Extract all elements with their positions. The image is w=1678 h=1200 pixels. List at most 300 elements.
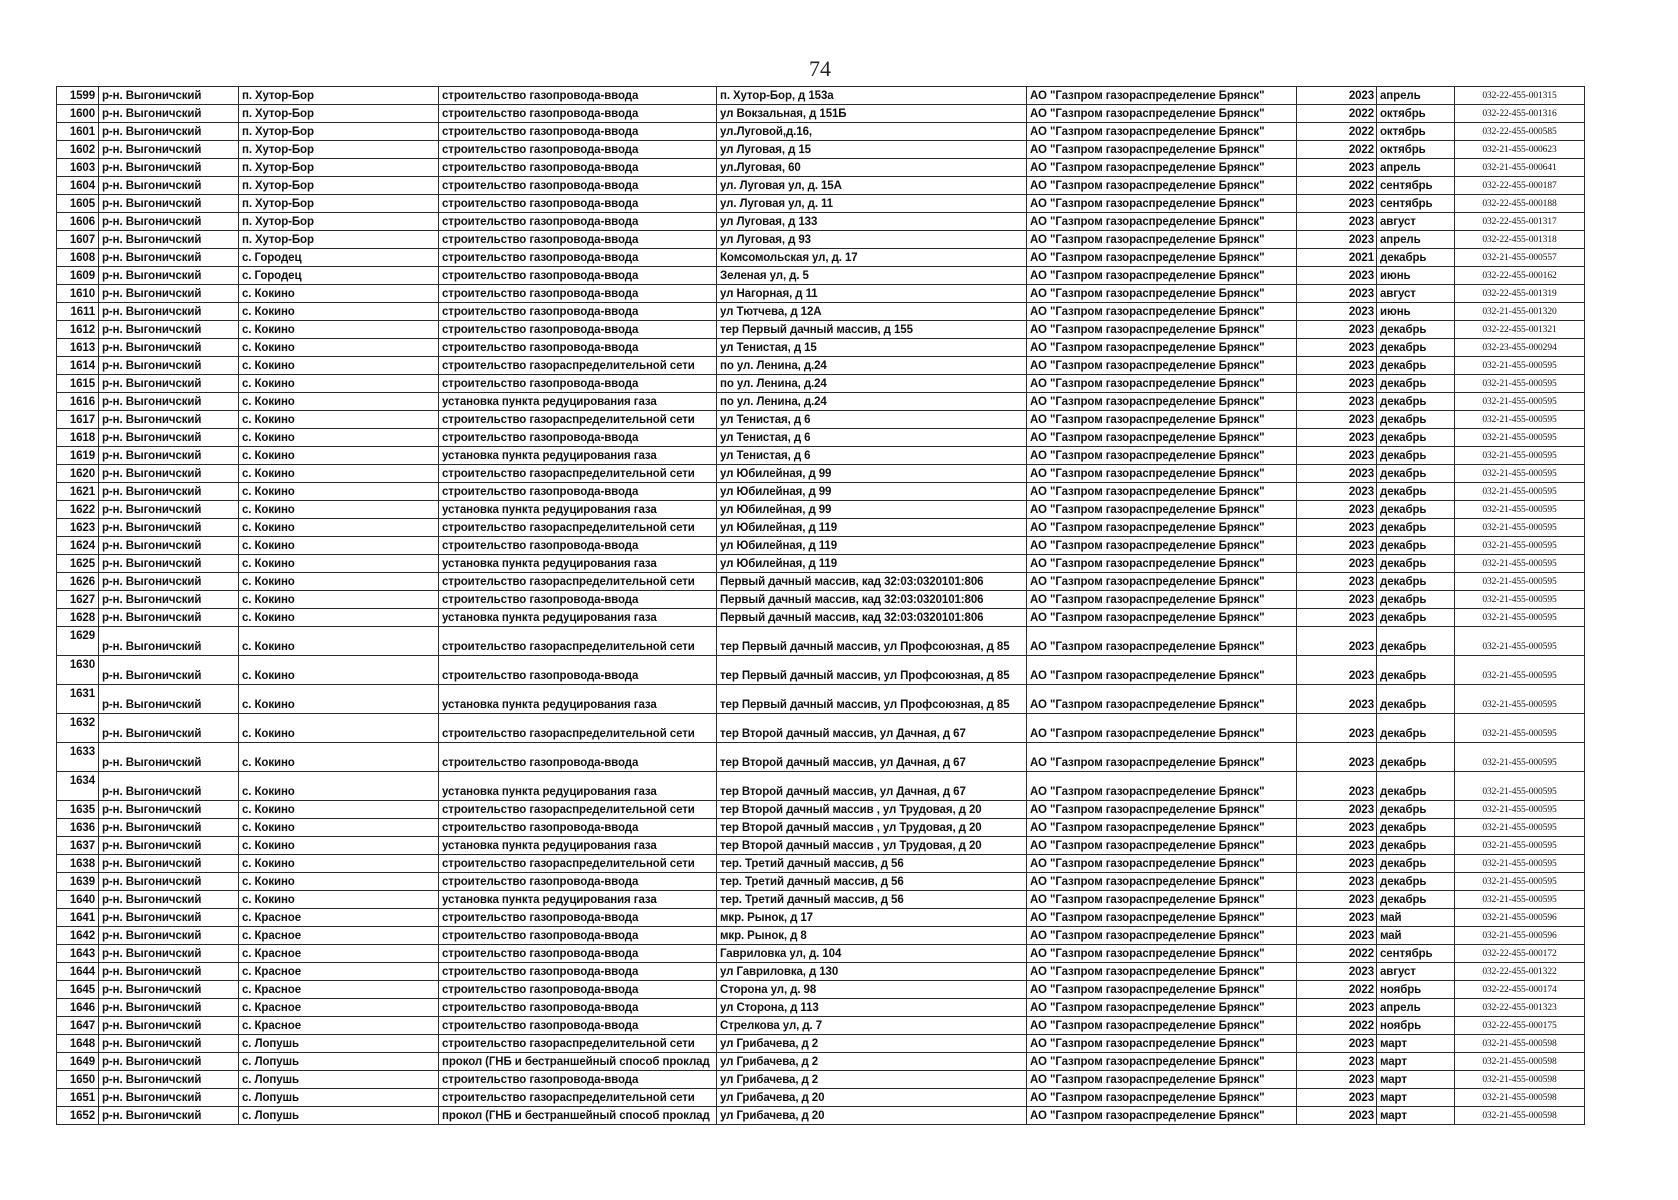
organization-cell: АО "Газпром газораспределение Брянск"	[1027, 743, 1297, 772]
year-cell: 2023	[1297, 963, 1377, 981]
district-cell: р-н. Выгоничский	[99, 393, 239, 411]
month-cell: декабрь	[1377, 555, 1455, 573]
year-cell: 2023	[1297, 927, 1377, 945]
district-cell: р-н. Выгоничский	[99, 1071, 239, 1089]
month-cell: декабрь	[1377, 537, 1455, 555]
organization-cell: АО "Газпром газораспределение Брянск"	[1027, 465, 1297, 483]
month-cell: декабрь	[1377, 743, 1455, 772]
district-cell: р-н. Выгоничский	[99, 1089, 239, 1107]
row-number-cell: 1629	[57, 627, 99, 656]
month-cell: август	[1377, 285, 1455, 303]
year-cell: 2022	[1297, 123, 1377, 141]
month-cell: октябрь	[1377, 123, 1455, 141]
table-row	[57, 1035, 1585, 1053]
table-row	[57, 411, 1585, 429]
table-row	[57, 267, 1585, 285]
work-type-cell: строительство газопровода-ввода	[439, 87, 717, 105]
month-cell: декабрь	[1377, 411, 1455, 429]
settlement-cell: с. Лопушь	[239, 1107, 439, 1125]
work-type-cell: строительство газопровода-ввода	[439, 743, 717, 772]
year-cell: 2023	[1297, 656, 1377, 685]
district-cell: р-н. Выгоничский	[99, 801, 239, 819]
work-type-cell: строительство газопровода-ввода	[439, 656, 717, 685]
work-type-cell: строительство газопровода-ввода	[439, 591, 717, 609]
district-cell: р-н. Выгоничский	[99, 981, 239, 999]
address-cell: ул Тенистая, д 6	[717, 411, 1027, 429]
settlement-cell: с. Кокино	[239, 321, 439, 339]
table-row	[57, 87, 1585, 105]
table-row	[57, 873, 1585, 891]
year-cell: 2022	[1297, 945, 1377, 963]
organization-cell: АО "Газпром газораспределение Брянск"	[1027, 123, 1297, 141]
organization-cell: АО "Газпром газораспределение Брянск"	[1027, 411, 1297, 429]
table-row	[57, 855, 1585, 873]
table-row	[57, 743, 1585, 772]
month-cell: март	[1377, 1107, 1455, 1125]
organization-cell: АО "Газпром газораспределение Брянск"	[1027, 1017, 1297, 1035]
work-type-cell: установка пункта редуцирования газа	[439, 393, 717, 411]
work-type-cell: строительство газопровода-ввода	[439, 927, 717, 945]
settlement-cell: с. Кокино	[239, 429, 439, 447]
application-code-cell: 032-22-455-001322	[1455, 963, 1585, 981]
year-cell: 2023	[1297, 519, 1377, 537]
work-type-cell: строительство газораспределительной сети	[439, 411, 717, 429]
settlement-cell: с. Кокино	[239, 819, 439, 837]
settlement-cell: п. Хутор-Бор	[239, 177, 439, 195]
organization-cell: АО "Газпром газораспределение Брянск"	[1027, 213, 1297, 231]
year-cell: 2023	[1297, 743, 1377, 772]
settlement-cell: п. Хутор-Бор	[239, 159, 439, 177]
organization-cell: АО "Газпром газораспределение Брянск"	[1027, 656, 1297, 685]
row-number-cell: 1637	[57, 837, 99, 855]
address-cell: Гавриловка ул, д. 104	[717, 945, 1027, 963]
application-code-cell: 032-21-455-000595	[1455, 837, 1585, 855]
application-code-cell: 032-21-455-000595	[1455, 801, 1585, 819]
data-table	[56, 86, 1585, 1125]
year-cell: 2023	[1297, 1053, 1377, 1071]
address-cell: тер Первый дачный массив, д 155	[717, 321, 1027, 339]
work-type-cell: строительство газопровода-ввода	[439, 339, 717, 357]
table-row	[57, 999, 1585, 1017]
settlement-cell: п. Хутор-Бор	[239, 123, 439, 141]
organization-cell: АО "Газпром газораспределение Брянск"	[1027, 801, 1297, 819]
row-number-cell: 1622	[57, 501, 99, 519]
district-cell: р-н. Выгоничский	[99, 519, 239, 537]
application-code-cell: 032-21-455-000595	[1455, 743, 1585, 772]
row-number-cell: 1606	[57, 213, 99, 231]
year-cell: 2023	[1297, 411, 1377, 429]
month-cell: сентябрь	[1377, 945, 1455, 963]
address-cell: ул Юбилейная, д 119	[717, 537, 1027, 555]
address-cell: ул Гавриловка, д 130	[717, 963, 1027, 981]
district-cell: р-н. Выгоничский	[99, 819, 239, 837]
application-code-cell: 032-22-455-001317	[1455, 213, 1585, 231]
year-cell: 2023	[1297, 772, 1377, 801]
settlement-cell: с. Кокино	[239, 357, 439, 375]
address-cell: ул Грибачева, д 2	[717, 1053, 1027, 1071]
settlement-cell: с. Красное	[239, 981, 439, 999]
work-type-cell: строительство газопровода-ввода	[439, 231, 717, 249]
table-row	[57, 501, 1585, 519]
row-number-cell: 1601	[57, 123, 99, 141]
application-code-cell: 032-22-455-001323	[1455, 999, 1585, 1017]
organization-cell: АО "Газпром газораспределение Брянск"	[1027, 1107, 1297, 1125]
district-cell: р-н. Выгоничский	[99, 339, 239, 357]
table-row	[57, 483, 1585, 501]
application-code-cell: 032-21-455-000595	[1455, 555, 1585, 573]
application-code-cell: 032-21-455-000595	[1455, 537, 1585, 555]
row-number-cell: 1619	[57, 447, 99, 465]
settlement-cell: с. Кокино	[239, 801, 439, 819]
application-code-cell: 032-22-455-001319	[1455, 285, 1585, 303]
work-type-cell: строительство газопровода-ввода	[439, 963, 717, 981]
year-cell: 2022	[1297, 1017, 1377, 1035]
row-number-cell: 1631	[57, 685, 99, 714]
year-cell: 2023	[1297, 483, 1377, 501]
row-number-cell: 1641	[57, 909, 99, 927]
row-number-cell: 1632	[57, 714, 99, 743]
month-cell: декабрь	[1377, 714, 1455, 743]
application-code-cell: 032-21-455-000598	[1455, 1053, 1585, 1071]
settlement-cell: с. Кокино	[239, 339, 439, 357]
month-cell: ноябрь	[1377, 1017, 1455, 1035]
application-code-cell: 032-21-455-000557	[1455, 249, 1585, 267]
work-type-cell: строительство газопровода-ввода	[439, 321, 717, 339]
month-cell: декабрь	[1377, 249, 1455, 267]
organization-cell: АО "Газпром газораспределение Брянск"	[1027, 573, 1297, 591]
year-cell: 2023	[1297, 873, 1377, 891]
district-cell: р-н. Выгоничский	[99, 123, 239, 141]
row-number-cell: 1625	[57, 555, 99, 573]
year-cell: 2023	[1297, 891, 1377, 909]
organization-cell: АО "Газпром газораспределение Брянск"	[1027, 963, 1297, 981]
address-cell: Зеленая ул, д. 5	[717, 267, 1027, 285]
month-cell: декабрь	[1377, 685, 1455, 714]
work-type-cell: строительство газораспределительной сети	[439, 1035, 717, 1053]
organization-cell: АО "Газпром газораспределение Брянск"	[1027, 501, 1297, 519]
district-cell: р-н. Выгоничский	[99, 213, 239, 231]
row-number-cell: 1608	[57, 249, 99, 267]
district-cell: р-н. Выгоничский	[99, 141, 239, 159]
work-type-cell: строительство газопровода-ввода	[439, 1071, 717, 1089]
work-type-cell: установка пункта редуцирования газа	[439, 891, 717, 909]
address-cell: тер. Третий дачный массив, д 56	[717, 855, 1027, 873]
organization-cell: АО "Газпром газораспределение Брянск"	[1027, 393, 1297, 411]
month-cell: декабрь	[1377, 591, 1455, 609]
settlement-cell: с. Кокино	[239, 393, 439, 411]
month-cell: апрель	[1377, 999, 1455, 1017]
settlement-cell: с. Красное	[239, 909, 439, 927]
work-type-cell: установка пункта редуцирования газа	[439, 685, 717, 714]
address-cell: ул Тенистая, д 6	[717, 429, 1027, 447]
address-cell: ул Луговая, д 133	[717, 213, 1027, 231]
settlement-cell: с. Кокино	[239, 656, 439, 685]
address-cell: тер. Третий дачный массив, д 56	[717, 891, 1027, 909]
month-cell: сентябрь	[1377, 177, 1455, 195]
table-row	[57, 819, 1585, 837]
organization-cell: АО "Газпром газораспределение Брянск"	[1027, 303, 1297, 321]
year-cell: 2023	[1297, 375, 1377, 393]
settlement-cell: с. Кокино	[239, 285, 439, 303]
work-type-cell: прокол (ГНБ и бестраншейный способ проклад	[439, 1107, 717, 1125]
month-cell: март	[1377, 1071, 1455, 1089]
row-number-cell: 1647	[57, 1017, 99, 1035]
table-row	[57, 573, 1585, 591]
organization-cell: АО "Газпром газораспределение Брянск"	[1027, 105, 1297, 123]
settlement-cell: с. Лопушь	[239, 1035, 439, 1053]
application-code-cell: 032-21-455-000598	[1455, 1107, 1585, 1125]
district-cell: р-н. Выгоничский	[99, 837, 239, 855]
work-type-cell: строительство газопровода-ввода	[439, 249, 717, 267]
organization-cell: АО "Газпром газораспределение Брянск"	[1027, 267, 1297, 285]
table-row	[57, 321, 1585, 339]
year-cell: 2022	[1297, 141, 1377, 159]
year-cell: 2022	[1297, 105, 1377, 123]
application-code-cell: 032-21-455-000595	[1455, 447, 1585, 465]
organization-cell: АО "Газпром газораспределение Брянск"	[1027, 609, 1297, 627]
row-number-cell: 1630	[57, 656, 99, 685]
address-cell: ул. Луговая ул, д. 15А	[717, 177, 1027, 195]
row-number-cell: 1623	[57, 519, 99, 537]
year-cell: 2023	[1297, 999, 1377, 1017]
district-cell: р-н. Выгоничский	[99, 714, 239, 743]
address-cell: по ул. Ленина, д.24	[717, 375, 1027, 393]
district-cell: р-н. Выгоничский	[99, 375, 239, 393]
table-row	[57, 159, 1585, 177]
settlement-cell: с. Кокино	[239, 714, 439, 743]
district-cell: р-н. Выгоничский	[99, 87, 239, 105]
application-code-cell: 032-21-455-000595	[1455, 855, 1585, 873]
table-row	[57, 537, 1585, 555]
settlement-cell: с. Кокино	[239, 483, 439, 501]
application-code-cell: 032-22-455-001315	[1455, 87, 1585, 105]
organization-cell: АО "Газпром газораспределение Брянск"	[1027, 321, 1297, 339]
month-cell: апрель	[1377, 231, 1455, 249]
address-cell: по ул. Ленина, д.24	[717, 357, 1027, 375]
settlement-cell: с. Красное	[239, 999, 439, 1017]
application-code-cell: 032-21-455-000595	[1455, 714, 1585, 743]
application-code-cell: 032-21-455-000596	[1455, 909, 1585, 927]
address-cell: Первый дачный массив, кад 32:03:0320101:806	[717, 573, 1027, 591]
address-cell: Первый дачный массив, кад 32:03:0320101:806	[717, 591, 1027, 609]
work-type-cell: строительство газопровода-ввода	[439, 267, 717, 285]
settlement-cell: п. Хутор-Бор	[239, 87, 439, 105]
row-number-cell: 1636	[57, 819, 99, 837]
address-cell: по ул. Ленина, д.24	[717, 393, 1027, 411]
application-code-cell: 032-22-455-000175	[1455, 1017, 1585, 1035]
district-cell: р-н. Выгоничский	[99, 429, 239, 447]
year-cell: 2023	[1297, 267, 1377, 285]
table-row	[57, 285, 1585, 303]
district-cell: р-н. Выгоничский	[99, 357, 239, 375]
application-code-cell: 032-21-455-000596	[1455, 927, 1585, 945]
work-type-cell: строительство газопровода-ввода	[439, 981, 717, 999]
row-number-cell: 1628	[57, 609, 99, 627]
address-cell: Первый дачный массив, кад 32:03:0320101:806	[717, 609, 1027, 627]
organization-cell: АО "Газпром газораспределение Брянск"	[1027, 249, 1297, 267]
month-cell: сентябрь	[1377, 195, 1455, 213]
work-type-cell: строительство газопровода-ввода	[439, 819, 717, 837]
work-type-cell: строительство газопровода-ввода	[439, 123, 717, 141]
month-cell: декабрь	[1377, 837, 1455, 855]
year-cell: 2023	[1297, 429, 1377, 447]
district-cell: р-н. Выгоничский	[99, 159, 239, 177]
year-cell: 2023	[1297, 1089, 1377, 1107]
settlement-cell: п. Хутор-Бор	[239, 213, 439, 231]
district-cell: р-н. Выгоничский	[99, 743, 239, 772]
application-code-cell: 032-22-455-000188	[1455, 195, 1585, 213]
year-cell: 2023	[1297, 819, 1377, 837]
settlement-cell: с. Лопушь	[239, 1071, 439, 1089]
district-cell: р-н. Выгоничский	[99, 1017, 239, 1035]
settlement-cell: с. Кокино	[239, 537, 439, 555]
work-type-cell: строительство газораспределительной сети	[439, 573, 717, 591]
organization-cell: АО "Газпром газораспределение Брянск"	[1027, 591, 1297, 609]
row-number-cell: 1613	[57, 339, 99, 357]
address-cell: ул Грибачева, д 2	[717, 1035, 1027, 1053]
work-type-cell: строительство газораспределительной сети	[439, 1089, 717, 1107]
application-code-cell: 032-21-455-000595	[1455, 375, 1585, 393]
row-number-cell: 1650	[57, 1071, 99, 1089]
organization-cell: АО "Газпром газораспределение Брянск"	[1027, 819, 1297, 837]
settlement-cell: с. Кокино	[239, 743, 439, 772]
table-row	[57, 1017, 1585, 1035]
row-number-cell: 1624	[57, 537, 99, 555]
work-type-cell: строительство газопровода-ввода	[439, 285, 717, 303]
district-cell: р-н. Выгоничский	[99, 999, 239, 1017]
work-type-cell: установка пункта редуцирования газа	[439, 447, 717, 465]
address-cell: п. Хутор-Бор, д 153а	[717, 87, 1027, 105]
application-code-cell: 032-21-455-000595	[1455, 393, 1585, 411]
table-row	[57, 656, 1585, 685]
table-row	[57, 609, 1585, 627]
work-type-cell: установка пункта редуцирования газа	[439, 837, 717, 855]
work-type-cell: строительство газопровода-ввода	[439, 429, 717, 447]
row-number-cell: 1609	[57, 267, 99, 285]
settlement-cell: с. Кокино	[239, 447, 439, 465]
year-cell: 2023	[1297, 801, 1377, 819]
settlement-cell: с. Кокино	[239, 519, 439, 537]
application-code-cell: 032-21-455-000595	[1455, 519, 1585, 537]
year-cell: 2023	[1297, 627, 1377, 656]
row-number-cell: 1651	[57, 1089, 99, 1107]
row-number-cell: 1616	[57, 393, 99, 411]
row-number-cell: 1652	[57, 1107, 99, 1125]
month-cell: декабрь	[1377, 891, 1455, 909]
organization-cell: АО "Газпром газораспределение Брянск"	[1027, 231, 1297, 249]
district-cell: р-н. Выгоничский	[99, 321, 239, 339]
address-cell: ул.Луговая, 60	[717, 159, 1027, 177]
settlement-cell: с. Кокино	[239, 591, 439, 609]
row-number-cell: 1605	[57, 195, 99, 213]
year-cell: 2023	[1297, 465, 1377, 483]
row-number-cell: 1646	[57, 999, 99, 1017]
table-row	[57, 591, 1585, 609]
organization-cell: АО "Газпром газораспределение Брянск"	[1027, 627, 1297, 656]
application-code-cell: 032-21-455-000595	[1455, 429, 1585, 447]
application-code-cell: 032-22-455-000174	[1455, 981, 1585, 999]
settlement-cell: с. Кокино	[239, 411, 439, 429]
year-cell: 2023	[1297, 321, 1377, 339]
application-code-cell: 032-21-455-000595	[1455, 685, 1585, 714]
address-cell: ул Тенистая, д 6	[717, 447, 1027, 465]
row-number-cell: 1626	[57, 573, 99, 591]
address-cell: ул Грибачева, д 20	[717, 1089, 1027, 1107]
settlement-cell: с. Кокино	[239, 627, 439, 656]
district-cell: р-н. Выгоничский	[99, 555, 239, 573]
address-cell: ул Юбилейная, д 99	[717, 465, 1027, 483]
address-cell: тер Второй дачный массив , ул Трудовая, д 20	[717, 819, 1027, 837]
row-number-cell: 1604	[57, 177, 99, 195]
month-cell: апрель	[1377, 87, 1455, 105]
row-number-cell: 1621	[57, 483, 99, 501]
settlement-cell: с. Кокино	[239, 573, 439, 591]
organization-cell: АО "Газпром газораспределение Брянск"	[1027, 1071, 1297, 1089]
district-cell: р-н. Выгоничский	[99, 656, 239, 685]
month-cell: ноябрь	[1377, 981, 1455, 999]
application-code-cell: 032-21-455-000595	[1455, 656, 1585, 685]
application-code-cell: 032-21-455-000641	[1455, 159, 1585, 177]
district-cell: р-н. Выгоничский	[99, 573, 239, 591]
table-row	[57, 772, 1585, 801]
district-cell: р-н. Выгоничский	[99, 285, 239, 303]
district-cell: р-н. Выгоничский	[99, 591, 239, 609]
table-row	[57, 519, 1585, 537]
settlement-cell: с. Красное	[239, 945, 439, 963]
month-cell: август	[1377, 213, 1455, 231]
work-type-cell: прокол (ГНБ и бестраншейный способ проклад	[439, 1053, 717, 1071]
application-code-cell: 032-22-455-000162	[1455, 267, 1585, 285]
application-code-cell: 032-22-455-000187	[1455, 177, 1585, 195]
month-cell: декабрь	[1377, 627, 1455, 656]
address-cell: тер Первый дачный массив, ул Профсоюзная, д 85	[717, 685, 1027, 714]
row-number-cell: 1639	[57, 873, 99, 891]
application-code-cell: 032-21-455-000595	[1455, 819, 1585, 837]
row-number-cell: 1640	[57, 891, 99, 909]
work-type-cell: строительство газопровода-ввода	[439, 105, 717, 123]
table-row	[57, 1071, 1585, 1089]
table-row	[57, 714, 1585, 743]
organization-cell: АО "Газпром газораспределение Брянск"	[1027, 772, 1297, 801]
organization-cell: АО "Газпром газораспределение Брянск"	[1027, 837, 1297, 855]
organization-cell: АО "Газпром газораспределение Брянск"	[1027, 177, 1297, 195]
year-cell: 2023	[1297, 159, 1377, 177]
table-row	[57, 339, 1585, 357]
district-cell: р-н. Выгоничский	[99, 411, 239, 429]
table-row	[57, 177, 1585, 195]
application-code-cell: 032-21-455-000595	[1455, 465, 1585, 483]
organization-cell: АО "Газпром газораспределение Брянск"	[1027, 87, 1297, 105]
table-row	[57, 195, 1585, 213]
address-cell: тер Второй дачный массив, ул Дачная, д 67	[717, 714, 1027, 743]
month-cell: декабрь	[1377, 483, 1455, 501]
year-cell: 2023	[1297, 591, 1377, 609]
application-code-cell: 032-21-455-000595	[1455, 772, 1585, 801]
organization-cell: АО "Газпром газораспределение Брянск"	[1027, 999, 1297, 1017]
organization-cell: АО "Газпром газораспределение Брянск"	[1027, 159, 1297, 177]
month-cell: декабрь	[1377, 609, 1455, 627]
address-cell: ул Сторона, д 113	[717, 999, 1027, 1017]
organization-cell: АО "Газпром газораспределение Брянск"	[1027, 891, 1297, 909]
month-cell: август	[1377, 963, 1455, 981]
month-cell: декабрь	[1377, 855, 1455, 873]
work-type-cell: строительство газораспределительной сети	[439, 627, 717, 656]
district-cell: р-н. Выгоничский	[99, 772, 239, 801]
district-cell: р-н. Выгоничский	[99, 873, 239, 891]
organization-cell: АО "Газпром газораспределение Брянск"	[1027, 429, 1297, 447]
application-code-cell: 032-21-455-000595	[1455, 609, 1585, 627]
address-cell: мкр. Рынок, д 17	[717, 909, 1027, 927]
